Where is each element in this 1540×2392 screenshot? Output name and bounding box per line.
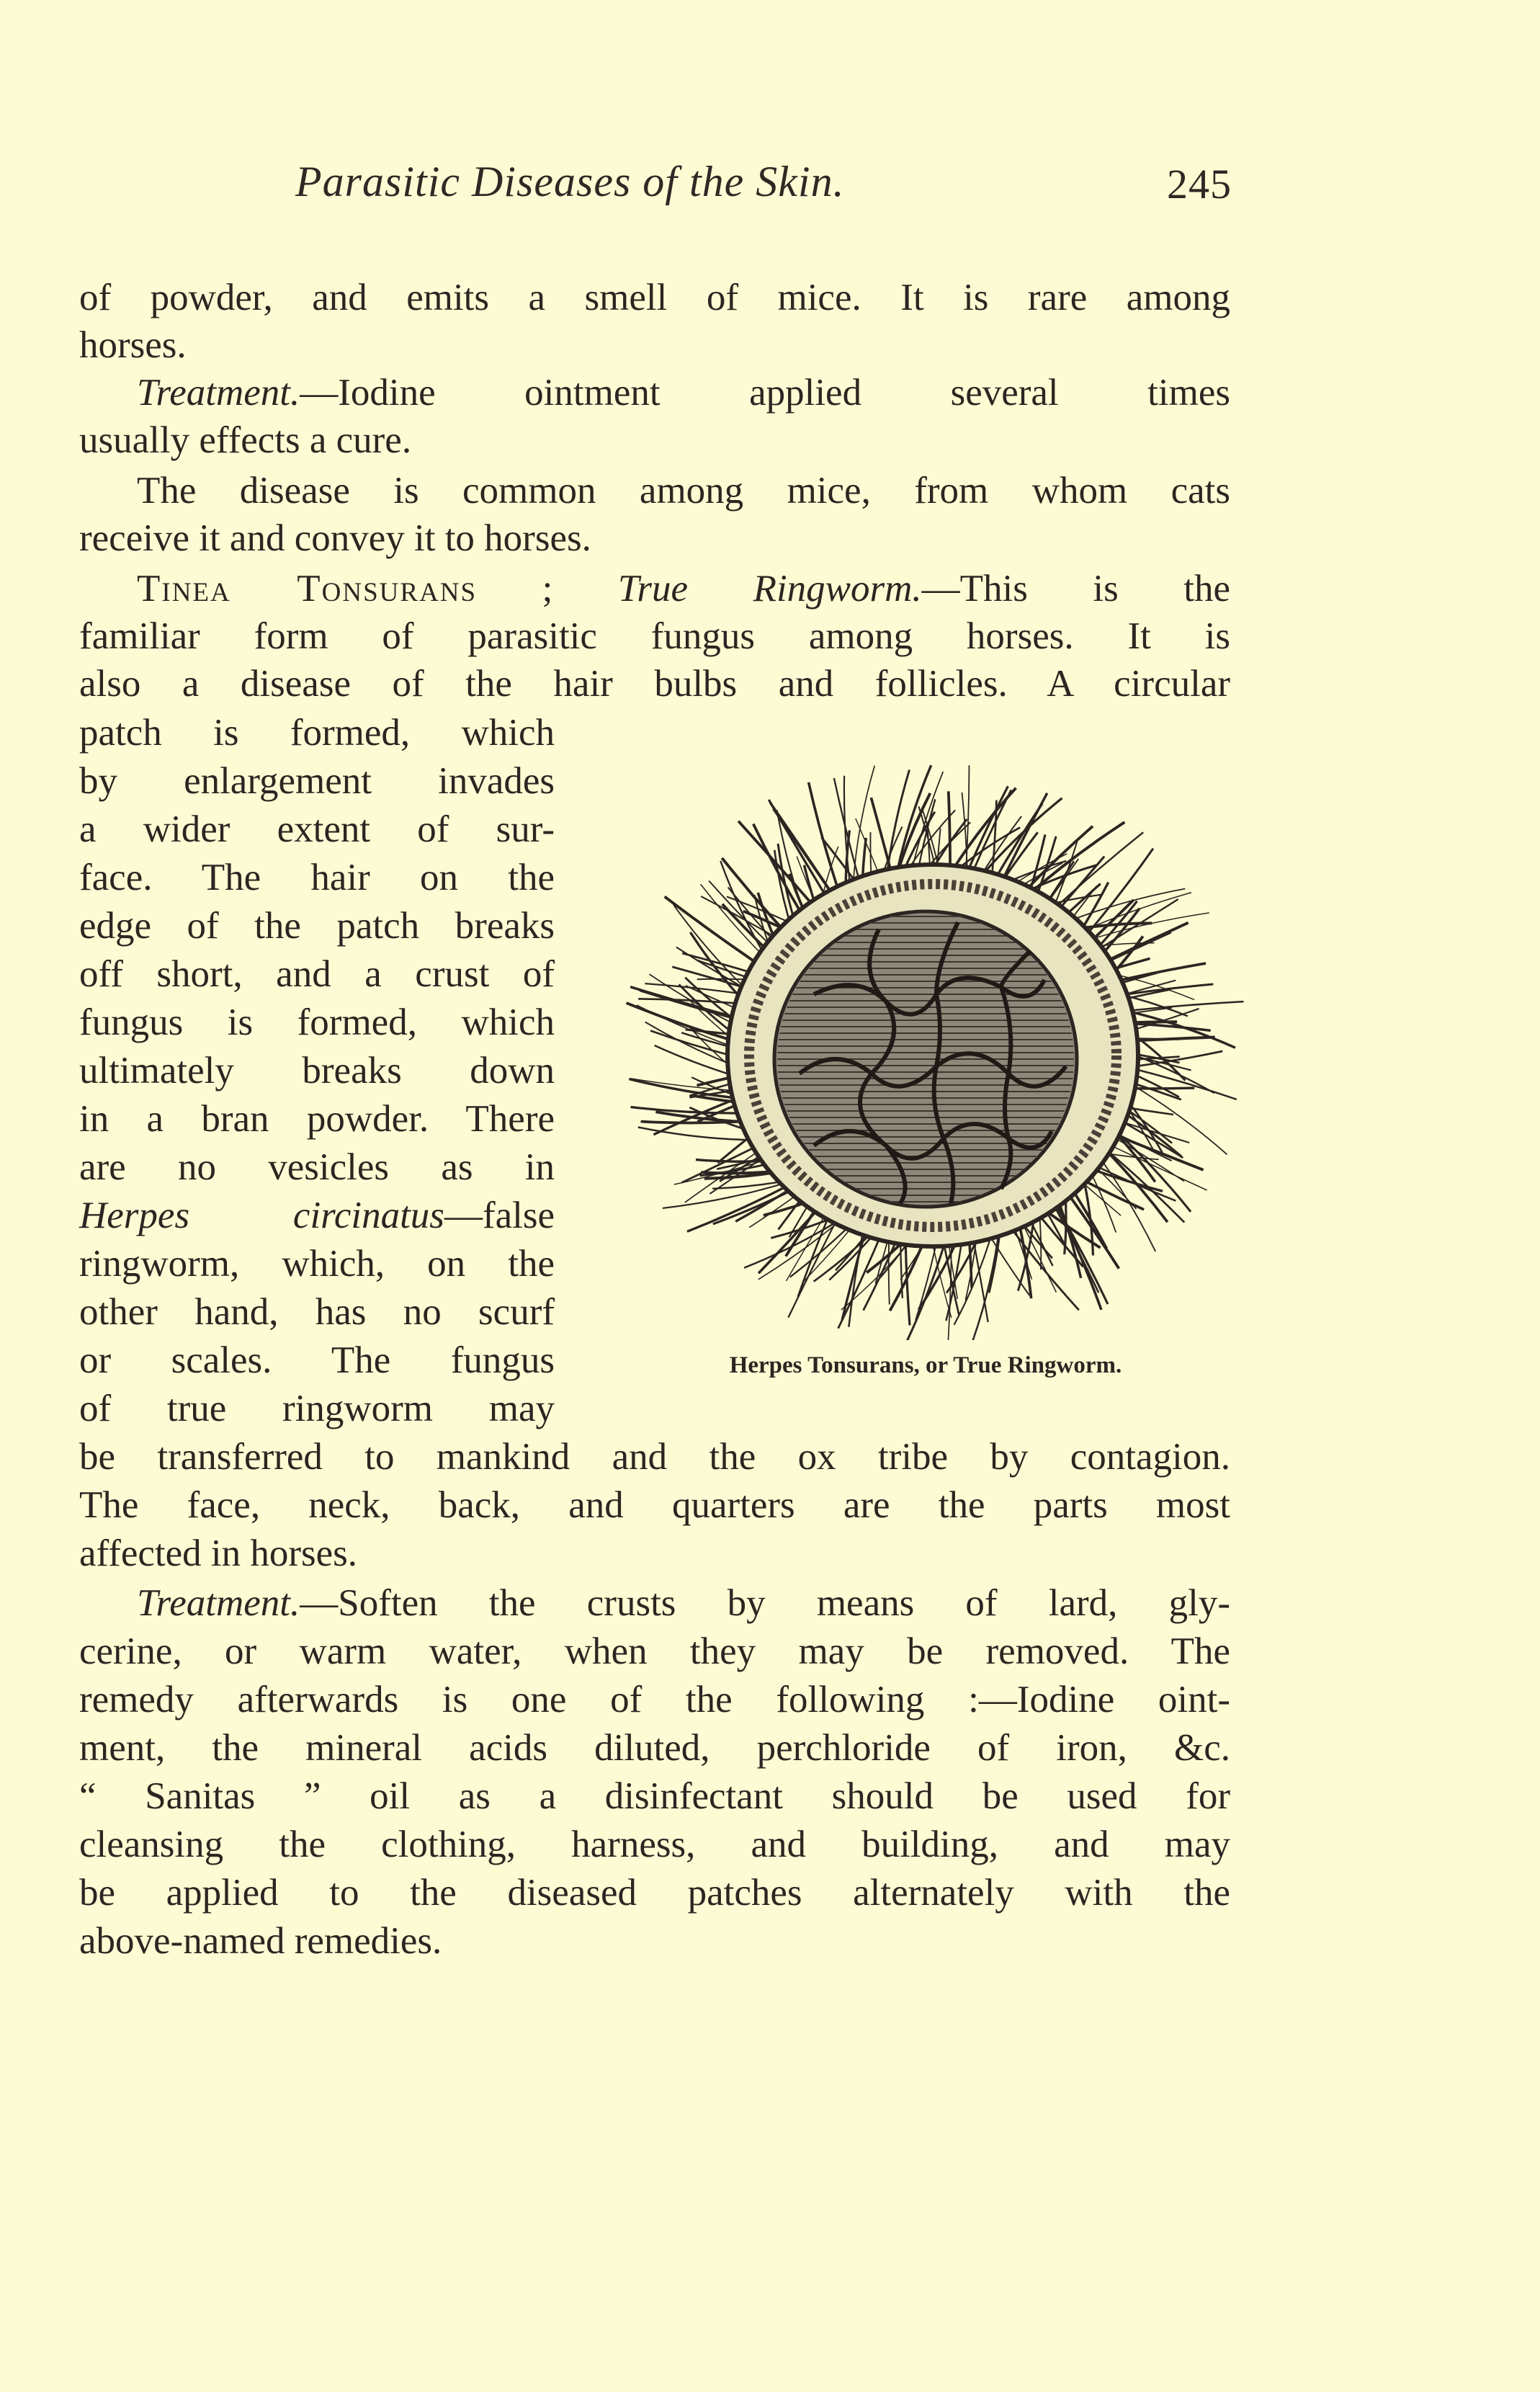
text-line <box>79 1192 555 1239</box>
hair-strand <box>672 967 749 989</box>
text-line: by enlargement invades <box>79 760 555 802</box>
text-line: fungus is formed, which <box>79 1001 555 1043</box>
herpes-circinatus: Herpes circinatus <box>79 1195 444 1236</box>
text-line: horses. <box>79 324 187 366</box>
text-line: of powder, and emits a smell of mice. It is rare among <box>79 277 1230 318</box>
hair-strand <box>949 791 950 874</box>
text-line: of true ringworm may <box>79 1388 555 1429</box>
text-run: —This is the <box>921 568 1231 610</box>
treatment-label: Treatment. <box>137 1582 300 1624</box>
text-line: ultimately breaks down <box>79 1050 555 1092</box>
text-line: or scales. The fungus <box>79 1339 555 1381</box>
text-line: also a disease of the hair bulbs and follicles. A circular <box>79 663 1230 705</box>
text-run: —false <box>444 1195 555 1236</box>
text-line: off short, and a crust of <box>79 953 555 995</box>
text-line: above-named remedies. <box>79 1920 442 1962</box>
text-line: other hand, has no scurf <box>79 1291 555 1333</box>
section-subheading: True Ringworm. <box>617 568 922 610</box>
text-line: The disease is common among mice, from whom cats <box>137 470 1230 512</box>
text-run: —Iodine ointment applied several times <box>300 372 1230 414</box>
text-line: affected in horses. <box>79 1532 358 1574</box>
heading-separator: ; <box>477 568 618 610</box>
text-line: ment, the mineral acids diluted, perchloride of iron, &c. <box>79 1727 1230 1769</box>
text-line: face. The hair on the <box>79 857 555 898</box>
hair-strand <box>905 1244 910 1325</box>
section-heading: Tinea Tonsurans <box>137 568 478 610</box>
ringworm-illustration <box>598 757 1268 1340</box>
text-line: be transferred to mankind and the ox tribe by contagion. <box>79 1436 1230 1478</box>
text-line: usually effects a cure. <box>79 419 412 461</box>
text-line: edge of the patch breaks <box>79 905 555 947</box>
text-line: a wider extent of sur- <box>79 808 555 850</box>
hair-strand <box>1019 1223 1031 1298</box>
text-line <box>137 1579 1230 1627</box>
text-line: The face, neck, back, and quarters are the parts most <box>79 1484 1230 1526</box>
text-line: be applied to the diseased patches alternately with the <box>79 1872 1230 1914</box>
text-line: remedy afterwards is one of the following :—Iodine oint- <box>79 1679 1230 1721</box>
hair-strand <box>822 837 857 883</box>
text-line: cleansing the clothing, harness, and building, and may <box>79 1824 1230 1865</box>
text-line: patch is formed, which <box>79 712 555 754</box>
text-line: cerine, or warm water, when they may be removed. The <box>79 1630 1230 1672</box>
text-line <box>137 369 1230 416</box>
text-line: receive it and convey it to horses. <box>79 517 591 559</box>
text-line: familiar form of parasitic fungus among horses. It is <box>79 615 1230 657</box>
text-line: in a bran powder. There <box>79 1098 555 1140</box>
treatment-label: Treatment. <box>137 372 300 414</box>
hair-strand <box>842 1231 865 1320</box>
figure-caption: Herpes Tonsurans, or True Ringworm. <box>729 1352 1122 1378</box>
running-title: Parasitic Diseases of the Skin. <box>295 158 845 205</box>
running-head <box>295 157 1232 215</box>
text-line: ringworm, which, on the <box>79 1243 555 1285</box>
text-run: —Soften the crusts by means of lard, gly- <box>300 1582 1230 1624</box>
text-line <box>137 565 1230 612</box>
hair-strand <box>1103 933 1171 965</box>
text-line: “ Sanitas ” oil as a disinfectant should be used for <box>79 1775 1230 1817</box>
page-number: 245 <box>1167 161 1232 207</box>
text-line: are no vesicles as in <box>79 1146 555 1188</box>
